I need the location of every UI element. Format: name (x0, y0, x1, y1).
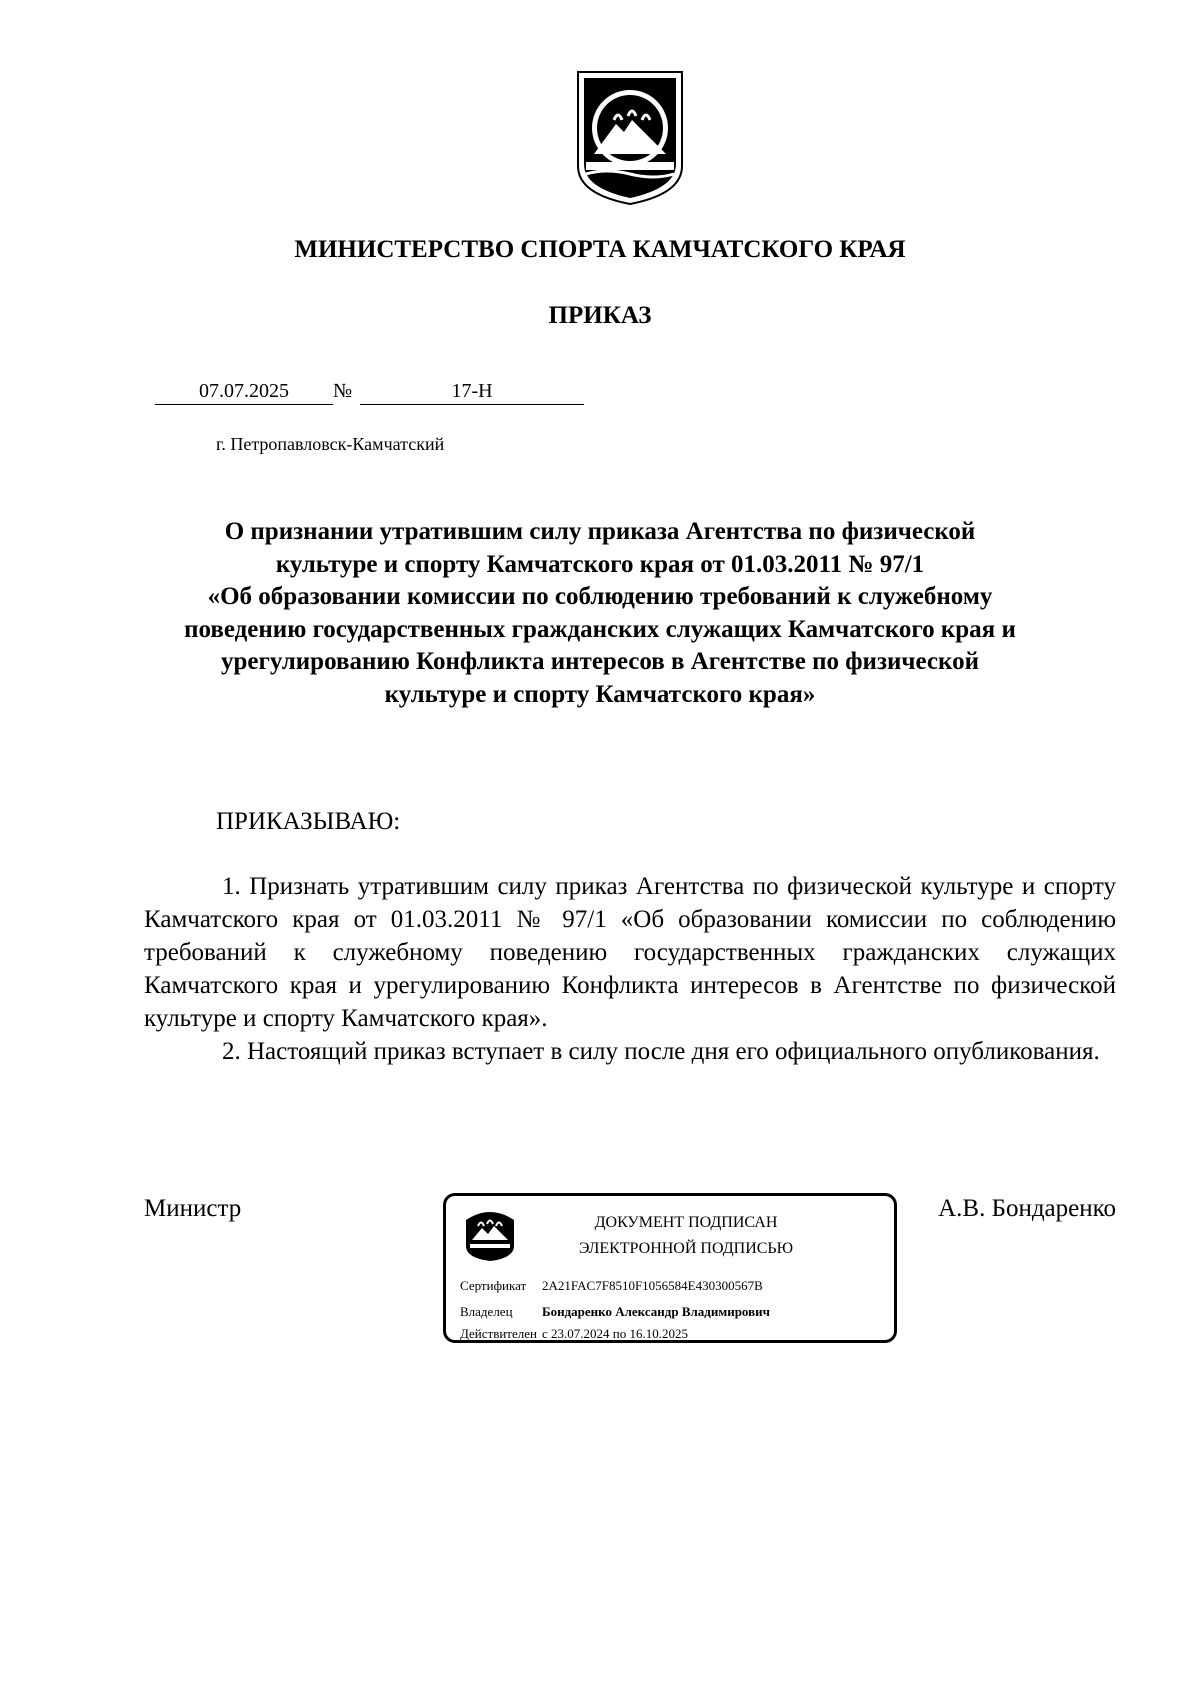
validity-row (460, 1326, 688, 1342)
validity-label: Действителен (460, 1326, 537, 1341)
number-underline (360, 404, 584, 405)
number-sign: № (333, 380, 353, 402)
valid-to: 16.10.2025 (629, 1326, 688, 1341)
date-underline (155, 404, 333, 405)
certificate-label: Сертификат (460, 1278, 527, 1293)
certificate-value: 2A21FAC7F8510F1056584E430300567B (542, 1278, 763, 1293)
subject-line: О признании утратившим силу приказа Агентства по физической (224, 518, 976, 545)
owner-label: Владелец (460, 1304, 513, 1319)
stamp-title (536, 1210, 836, 1262)
order-word: ПРИКАЗЫВАЮ: (216, 808, 401, 835)
owner-row (460, 1304, 770, 1320)
city: г. Петропавловск-Камчатский (216, 434, 445, 454)
coat-of-arms-small-icon (464, 1206, 516, 1262)
subject-line: «Об образовании комиссии по соблюдению требований к служебному (207, 583, 993, 610)
document-type: ПРИКАЗ (548, 302, 652, 329)
valid-to-prefix: по (612, 1326, 627, 1341)
order-item: 1. Признать утратившим силу приказ Агентства по физической культуре и спорту Камчатского края от 01.03.2011 № 97/1 «Об образовании комиссии по соблюдению требований к служебному поведению государственных гражданских служащих Камчатского края и урегулированию Конфликта интересов в Агентстве по физической культуре и спорту Камчатского края». (144, 873, 1116, 1032)
owner-value: Бондаренко Александр Владимирович (542, 1304, 770, 1319)
subject-line: культуре и спорту Камчатского края» (384, 680, 816, 708)
signer-position: Министр (144, 1195, 242, 1222)
order-number: 17-Н (451, 380, 493, 402)
subject-line: культуре и спорту Камчатского края от 01.03.2011 № 97/1 (275, 550, 925, 578)
stamp-title-line1: ДОКУМЕНТ ПОДПИСАН (594, 1214, 778, 1231)
order-date: 07.07.2025 (199, 380, 289, 402)
order-item: 2. Настоящий приказ вступает в силу после дня его официального опубликования. (222, 1038, 1100, 1065)
signer-name: А.В. Бондаренко (938, 1195, 1116, 1222)
stamp-title-line2: ЭЛЕКТРОННОЙ ПОДПИСЬЮ (578, 1240, 794, 1257)
subject-line: поведению государственных гражданских служащих Камчатского края и (184, 615, 1016, 643)
order-body (144, 870, 1116, 1068)
valid-from-prefix: с (542, 1326, 548, 1341)
coat-of-arms-icon (576, 70, 684, 206)
ministry-title: МИНИСТЕРСТВО СПОРТА КАМЧАТСКОГО КРАЯ (294, 236, 906, 263)
order-subject (120, 516, 1080, 711)
subject-line: урегулированию Конфликта интересов в Агентстве по физической (221, 648, 979, 675)
certificate-row (460, 1278, 763, 1294)
valid-from: 23.07.2024 (551, 1326, 610, 1341)
electronic-signature-stamp (443, 1193, 897, 1343)
